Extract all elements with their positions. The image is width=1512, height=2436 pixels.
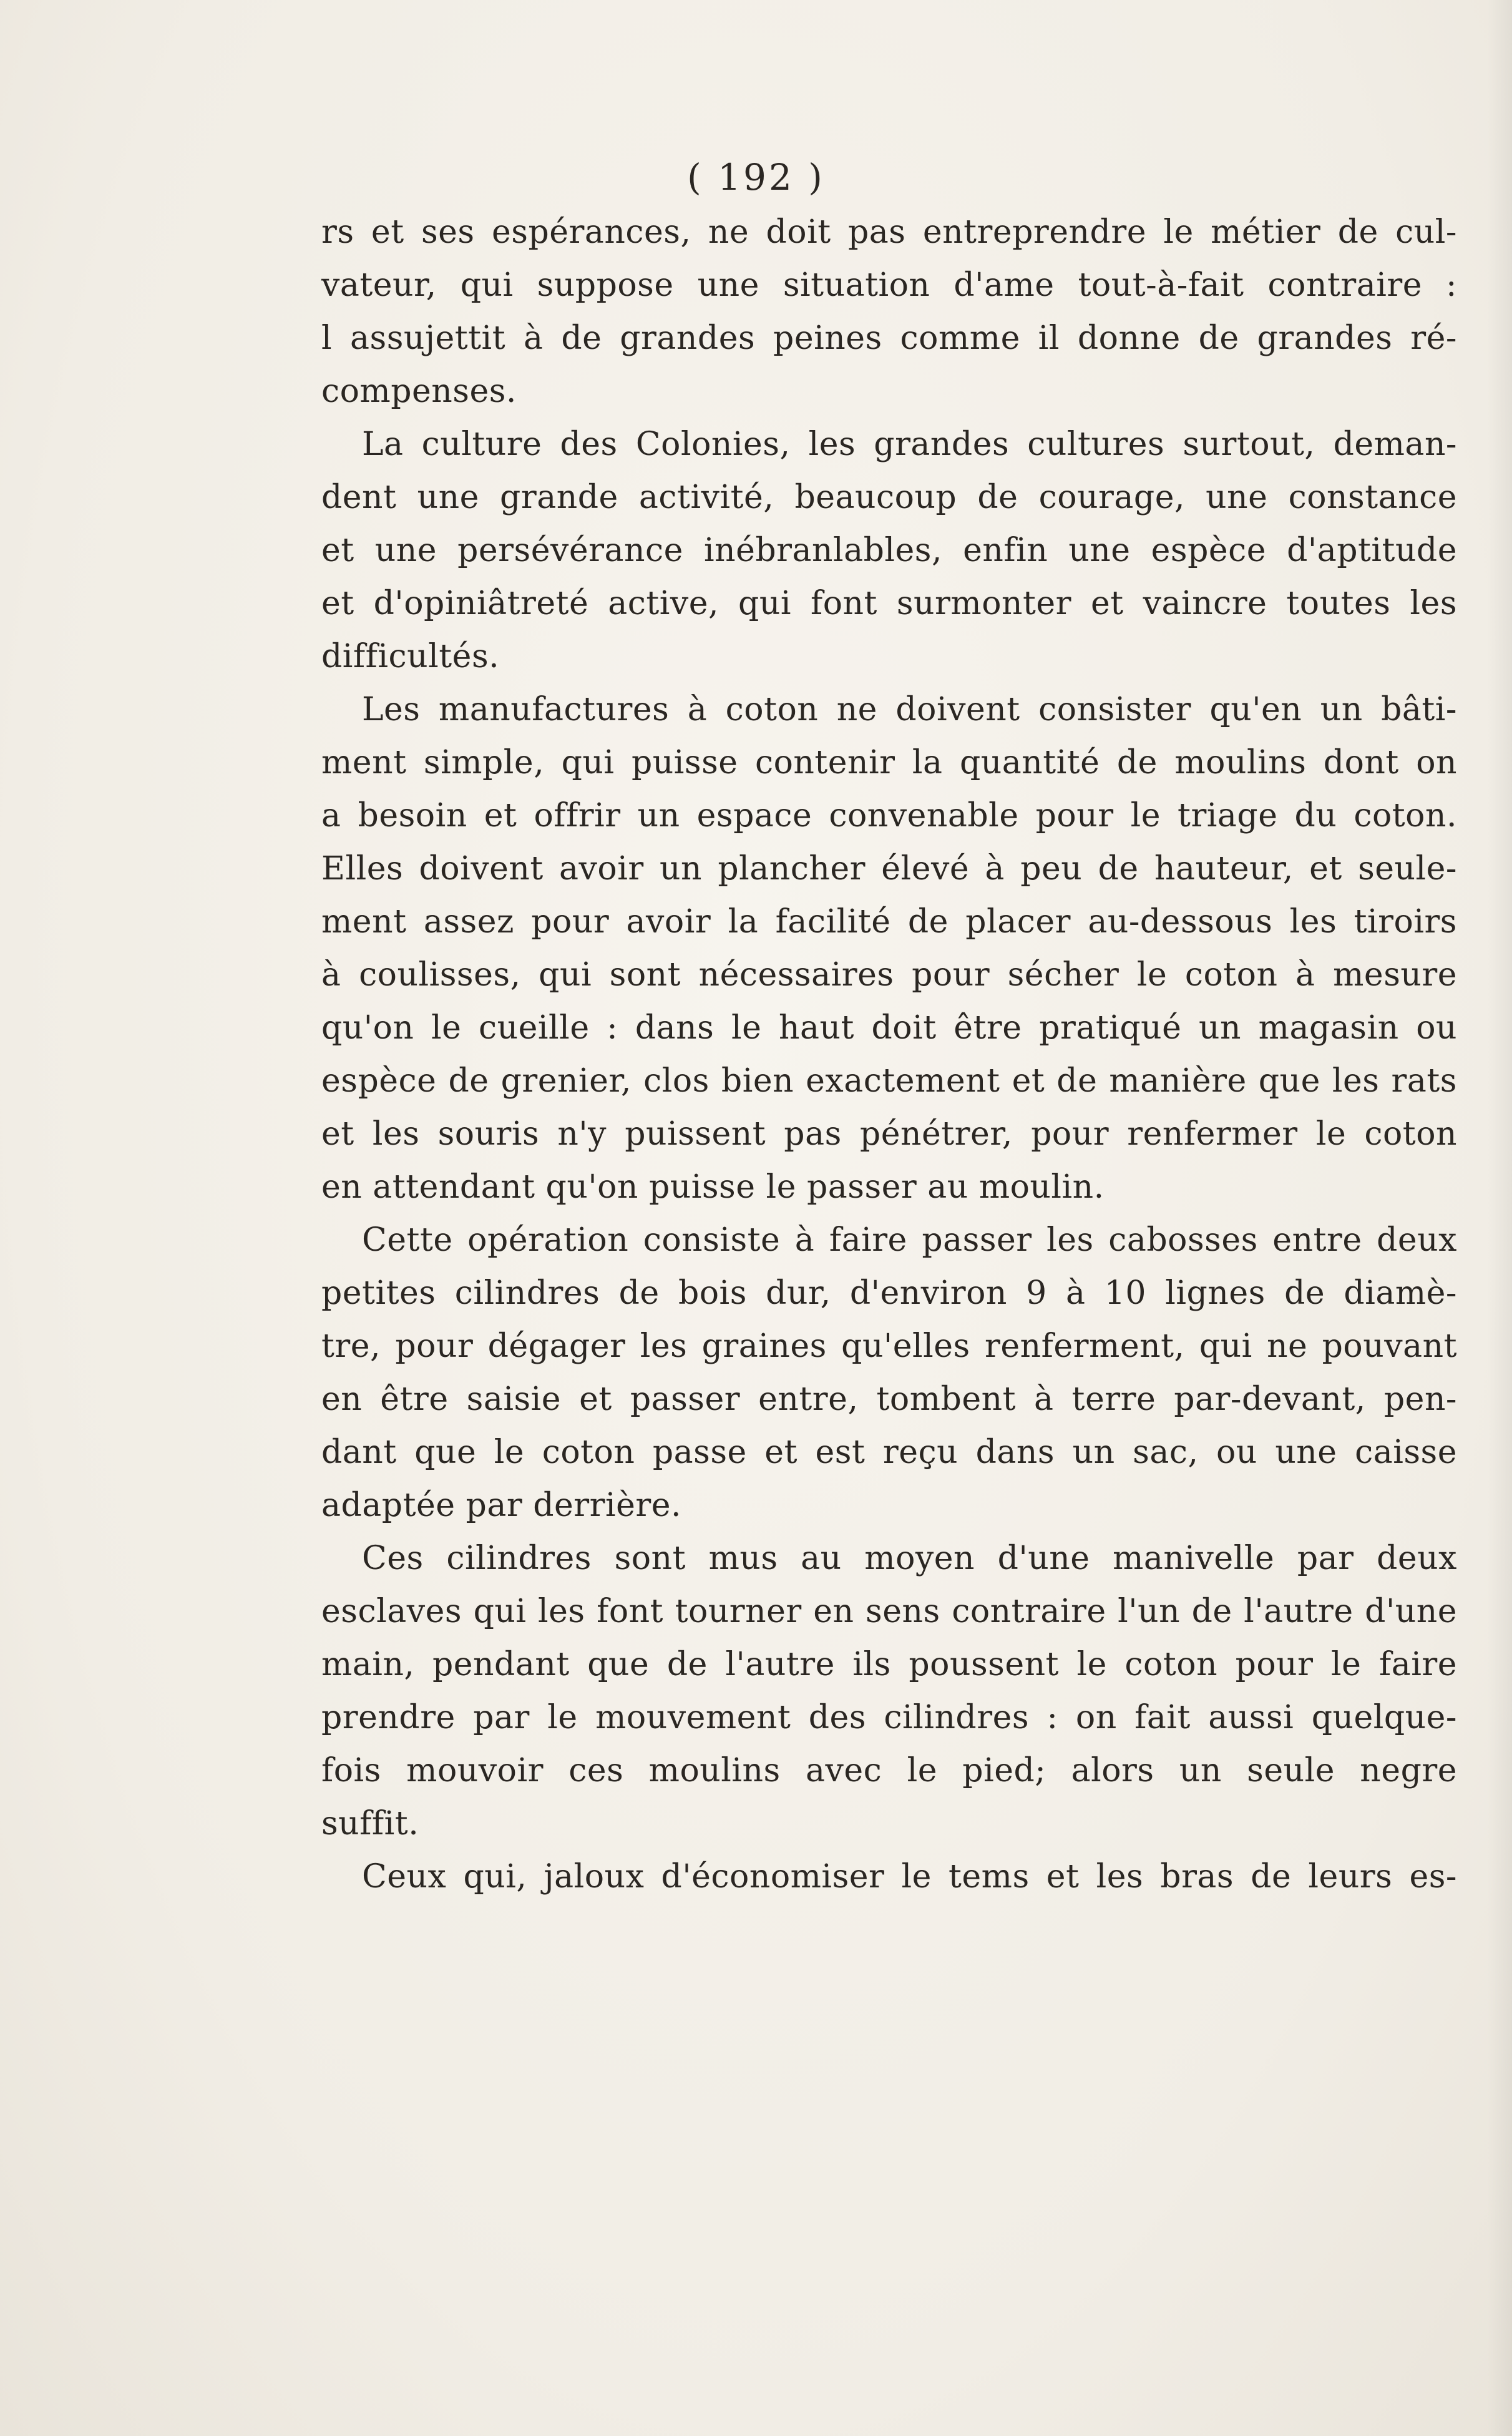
text-line: Elles doivent avoir un plancher élevé à peu de hauteur, et seule- bbox=[321, 850, 1457, 888]
paragraph bbox=[321, 1532, 1457, 1851]
text-line: vateur, qui suppose une situation d'ame tout-à-fait contraire : bbox=[321, 267, 1457, 304]
text-line: Les manufactures à coton ne doivent consister qu'en un bâti- bbox=[362, 691, 1457, 728]
text-line: dant que le coton passe et est reçu dans un sac, ou une caisse bbox=[321, 1434, 1457, 1471]
paragraph bbox=[321, 1214, 1457, 1532]
text-line: Ces cilindres sont mus au moyen d'une manivelle par deux bbox=[362, 1540, 1457, 1577]
text-line: compenses. bbox=[321, 373, 517, 410]
text-line: espèce de grenier, clos bien exactement et de manière que les rats bbox=[321, 1062, 1457, 1100]
body-text bbox=[321, 206, 1457, 1904]
text-line: et une persévérance inébranlables, enfin une espèce d'aptitude bbox=[321, 532, 1457, 569]
text-line: difficultés. bbox=[321, 638, 500, 675]
text-line: ment simple, qui puisse contenir la quantité de moulins dont on bbox=[321, 744, 1457, 781]
text-line: suffit. bbox=[321, 1805, 419, 1842]
text-line: adaptée par derrière. bbox=[321, 1487, 682, 1524]
text-line: fois mouvoir ces moulins avec le pied; alors un seule negre bbox=[321, 1752, 1457, 1789]
text-line: Cette opération consiste à faire passer les cabosses entre deux bbox=[362, 1221, 1457, 1259]
paragraph bbox=[321, 1851, 1457, 1904]
paragraph bbox=[321, 418, 1457, 683]
text-line: La culture des Colonies, les grandes cultures surtout, deman- bbox=[362, 426, 1457, 463]
text-line: en attendant qu'on puisse le passer au moulin. bbox=[321, 1168, 1105, 1206]
paragraph bbox=[321, 206, 1457, 418]
text-line: et d'opiniâtreté active, qui font surmonter et vaincre toutes les bbox=[321, 585, 1457, 622]
text-line: dent une grande activité, beaucoup de courage, une constance bbox=[321, 479, 1457, 516]
text-line: qu'on le cueille : dans le haut doit être pratiqué un magasin ou bbox=[321, 1009, 1457, 1047]
text-line: prendre par le mouvement des cilindres : on fait aussi quelque- bbox=[321, 1699, 1457, 1736]
text-line: l assujettit à de grandes peines comme il donne de grandes ré- bbox=[321, 320, 1457, 357]
text-line: tre, pour dégager les graines qu'elles renferment, qui ne pouvant bbox=[321, 1328, 1457, 1365]
paragraph bbox=[321, 683, 1457, 1214]
text-line: esclaves qui les font tourner en sens contraire l'un de l'autre d'une bbox=[321, 1593, 1457, 1630]
text-line: main, pendant que de l'autre ils poussent le coton pour le faire bbox=[321, 1646, 1457, 1683]
page-edge-shadow bbox=[1487, 0, 1512, 2436]
text-line: à coulisses, qui sont nécessaires pour sécher le coton à mesure bbox=[321, 956, 1457, 994]
text-line: ment assez pour avoir la facilité de placer au-dessous les tiroirs bbox=[321, 903, 1457, 941]
text-line: rs et ses espérances, ne doit pas entreprendre le métier de cul- bbox=[321, 213, 1457, 251]
text-line: Ceux qui, jaloux d'économiser le tems et les bras de leurs es- bbox=[362, 1858, 1457, 1895]
text-line: a besoin et offrir un espace convenable pour le triage du coton. bbox=[321, 797, 1457, 834]
text-line: et les souris n'y puissent pas pénétrer, pour renfermer le coton bbox=[321, 1115, 1457, 1153]
text-line: petites cilindres de bois dur, d'environ 9 à 10 lignes de diamè- bbox=[321, 1274, 1457, 1312]
text-line: en être saisie et passer entre, tombent à terre par-devant, pen- bbox=[321, 1381, 1457, 1418]
page-number: ( 192 ) bbox=[687, 156, 825, 198]
